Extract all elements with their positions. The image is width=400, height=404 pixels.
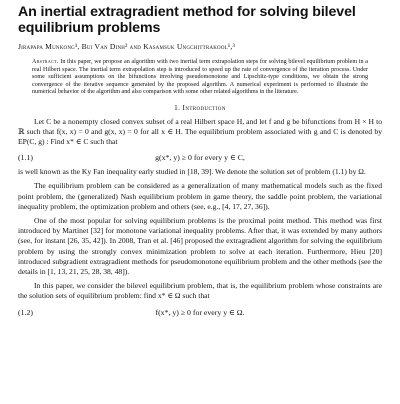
title-line-1: An inertial extragradient method for solving bilevel [18,4,356,20]
equation-1-2-body: f(x*, y) ≥ 0 for every y ∈ Ω. [155,307,245,317]
paper-page [0,4,400,404]
equation-1-2-number: (1.2) [18,307,33,317]
equation-1-2 [18,306,382,320]
equation-1-1-body: g(x*, y) ≥ 0 for every y ∈ C, [155,153,245,163]
paragraph-4: In this paper, we consider the bilevel equilibrium problem, that is, the equilibrium problem whose constraints are the solution sets of equilibrium problem: find x* ∈ Ω such that [18,281,382,301]
abstract-text: In this paper, we propose an algorithm with two inertial term extrapolation steps for solving bilevel equilibrium problem in a real Hilbert space. The inertial term extrapolation step is introduced to speed up the rate of convergence of the iteration process. Under some sufficient assumptions on the bifunctions involving pseudomonotone and Lipschitz-type conditions, we obtain the strong convergence of the iterative sequence generated by the proposed algorithm. A numerical experiment is performed to illustrate the numerical behavior of the algorithm and also comparison with some other related algorithms in the literature. [32,59,368,95]
paper-title [18,4,382,36]
abstract [32,59,368,97]
paragraph-1-continued: is well known as the Ky Fan inequality early studied in [18, 39]. We denote the solution set of problem (1.1) by Ω. [18,167,366,177]
paragraph-2: The equilibrium problem can be considered as a generalization of many mathematical models such as the fixed point problem, the (generalized) Nash equilibrium problem in game theory, the saddle point problem, the variational inequality problem, the optimization problem and others (see, e.g., [4, 17, 27, 36]). [18,181,382,211]
title-line-2: equilibrium problems [18,20,161,36]
equation-1-1-number: (1.1) [18,153,33,163]
section-heading-introduction: 1. Introduction [174,103,226,112]
paragraph-1: Let C be a nonempty closed convex subset of a real Hilbert space H, and let f and g be bifunctions from H × H to ℝ such that f(x, x) = 0 and g(x, x) = 0 for all x ∈ H. The equilibrium problem associated with g and C is denoted by EP(C, g) : Find x* ∈ C such that [18,116,382,146]
abstract-label: Abstract. [32,59,59,65]
paragraph-3: One of the most popular for solving equilibrium problems is the proximal point method. This method was first introduced by Martinet [32] for monotone variational inequality problems. After that, it was extended by many authors (see, for instant [26, 35, 42]). In 2008, Tran et al. [46] proposed the extragradient algorithm for solving the equilibrium problem by using the strongly convex minimization problem to solve at each iteration. Furthermore, Hieu [20] introduced subgradient extragradient methods for pseudomonotone equilibrium problem and the other methods (see the details in [1, 13, 21, 25, 28, 38, 48]). [18,215,382,276]
author-list: Jirapapa Munkong¹, Bui Van Dinh² and Kasamsuk Ungchittrakool¹,³ [18,42,235,51]
equation-1-1 [18,151,382,165]
